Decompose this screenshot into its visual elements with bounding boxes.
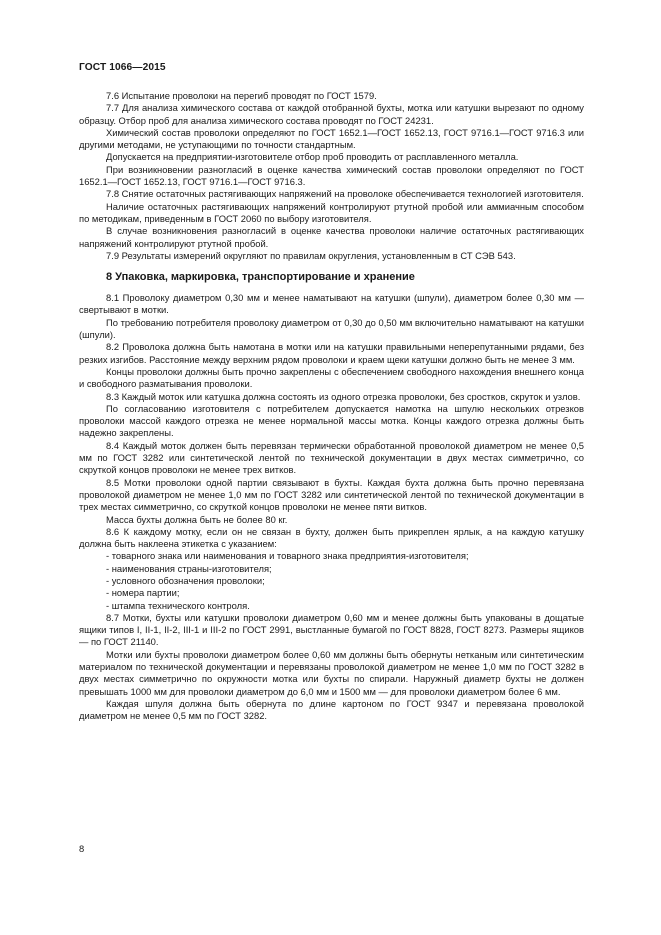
paragraph: 7.7 Для анализа химического состава от каждой отобранной бухты, мотка или катушки вырезают по одному образцу. Отбор проб для анализа химического состава проводят по ГОСТ 24231. — [79, 102, 584, 126]
section-8-heading: 8 Упаковка, маркировка, транспортирование и хранение — [106, 271, 415, 284]
paragraph: В случае возникновения разногласий в оценке качества проволоки наличие остаточных растягивающих напряжений контролируют ртутной пробой. — [79, 225, 584, 249]
paragraph: По требованию потребителя проволоку диаметром от 0,30 до 0,50 мм включительно наматывают на катушки (шпули). — [79, 316, 584, 341]
paragraph: Допускается на предприятии-изготовителе отбор проб проводить от расплавленного металла. — [106, 151, 519, 163]
paragraph: 8.1 Проволоку диаметром 0,30 мм и менее наматывают на катушки (шпули), диаметром более 0,30 мм — свертывают в мотки. — [79, 292, 584, 316]
paragraph: Наличие остаточных растягивающих напряжений контролируют ртутной пробой или аммиачным способом по методикам, приведенным в ГОСТ 2060 по выбору изготовителя. — [79, 200, 584, 224]
paragraph: 7.8 Снятие остаточных растягивающих напряжений на проволоке обеспечивается технологией изготовителя. — [106, 188, 584, 200]
label-contents-list — [79, 550, 584, 611]
document-header: ГОСТ 1066—2015 — [79, 62, 166, 73]
paragraph: Масса бухты должна быть не более 80 кг. — [106, 513, 288, 525]
paragraph: Химический состав проволоки определяют по ГОСТ 1652.1—ГОСТ 1652.13, ГОСТ 9716.1—ГОСТ 9716.3 или другими методами, не уступающими по точности стандартным. — [79, 126, 584, 151]
document-body — [79, 90, 584, 723]
paragraph: 7.9 Результаты измерений округляют по правилам округления, установленным в СТ СЭВ 543. — [106, 249, 516, 261]
list-item: - условного обозначения проволоки; — [106, 574, 265, 586]
list-item: - штампа технического контроля. — [106, 599, 250, 611]
paragraph: 8.7 Мотки, бухты или катушки проволоки диаметром 0,60 мм и менее должны быть упакованы в дощатые ящики типов I, II-1, II-2, III-1 и III-2 по ГОСТ 2991, выстланные бумагой по ГОСТ 8828, ГОСТ 8273. Размеры ящиков — по ГОСТ 21140. — [79, 611, 584, 648]
paragraph: Концы проволоки должны быть прочно закреплены с обеспечением свободного нахождения внешнего конца и свободного разматывания проволоки. — [79, 365, 584, 390]
paragraph: По согласованию изготовителя с потребителем допускается намотка на шпулю нескольких отрезков проволоки массой каждого отрезка не менее нормальной массы мотка. Концы каждого отрезка должны быть надежно закреплены. — [79, 402, 584, 439]
paragraph: При возникновении разногласий в оценке качества химический состав проволоки определяют по ГОСТ 1652.1—ГОСТ 1652.13, ГОСТ 9716.1—ГОСТ 9716.3. — [79, 163, 584, 188]
section-7 — [79, 90, 584, 262]
page-number: 8 — [79, 843, 85, 854]
paragraph: 8.2 Проволока должна быть намотана в мотки или на катушки правильными неперепутанными рядами, без резких изгибов. Расстояние между верхним рядом проволоки и краем щеки катушки должно быть не менее 3 мм. — [79, 341, 584, 365]
paragraph: 7.6 Испытание проволоки на перегиб проводят по ГОСТ 1579. — [106, 90, 377, 101]
section-8 — [79, 292, 584, 722]
list-item: - номера партии; — [106, 587, 180, 599]
paragraph: Мотки или бухты проволоки диаметром более 0,60 мм должны быть обернуты нетканым или синтетическим материалом по технической документации и перевязаны проволокой диаметром не менее 1,0 мм по ГОСТ 3282 в двух местах симметрично по окружности мотка или бухты по спирали. Наружный диаметр бухты не должен превышать 1000 мм для проволоки диаметром до 6,0 мм и 1500 мм — для проволоки диаметром более 6 мм. — [79, 648, 584, 697]
paragraph: 8.5 Мотки проволоки одной партии связывают в бухты. Каждая бухта должна быть прочно перевязана проволокой диаметром не менее 1,0 мм по ГОСТ 3282 или синтетической лентой по технической документации в трех местах симметрично, со скруткой концов проволоки не менее пяти витков. — [79, 476, 584, 513]
paragraph: Каждая шпуля должна быть обернута по длине картоном по ГОСТ 9347 и перевязана проволокой диаметром не менее 0,5 мм по ГОСТ 3282. — [79, 697, 584, 722]
list-item: - товарного знака или наименования и товарного знака предприятия-изготовителя; — [106, 550, 469, 562]
paragraph: 8.3 Каждый моток или катушка должна состоять из одного отрезка проволоки, без сростков, скруток и узлов. — [106, 390, 581, 402]
list-item: - наименования страны-изготовителя; — [106, 562, 272, 574]
paragraph: 8.4 Каждый моток должен быть перевязан термически обработанной проволокой диаметром не менее 0,5 мм по ГОСТ 3282 или синтетической лентой по технической документации в двух местах симметрично, со скруткой концов проволоки не менее трех витков. — [79, 439, 584, 476]
paragraph: 8.6 К каждому мотку, если он не связан в бухту, должен быть прикреплен ярлык, а на каждую катушку должна быть наклеена этикетка с указанием: — [79, 525, 584, 550]
